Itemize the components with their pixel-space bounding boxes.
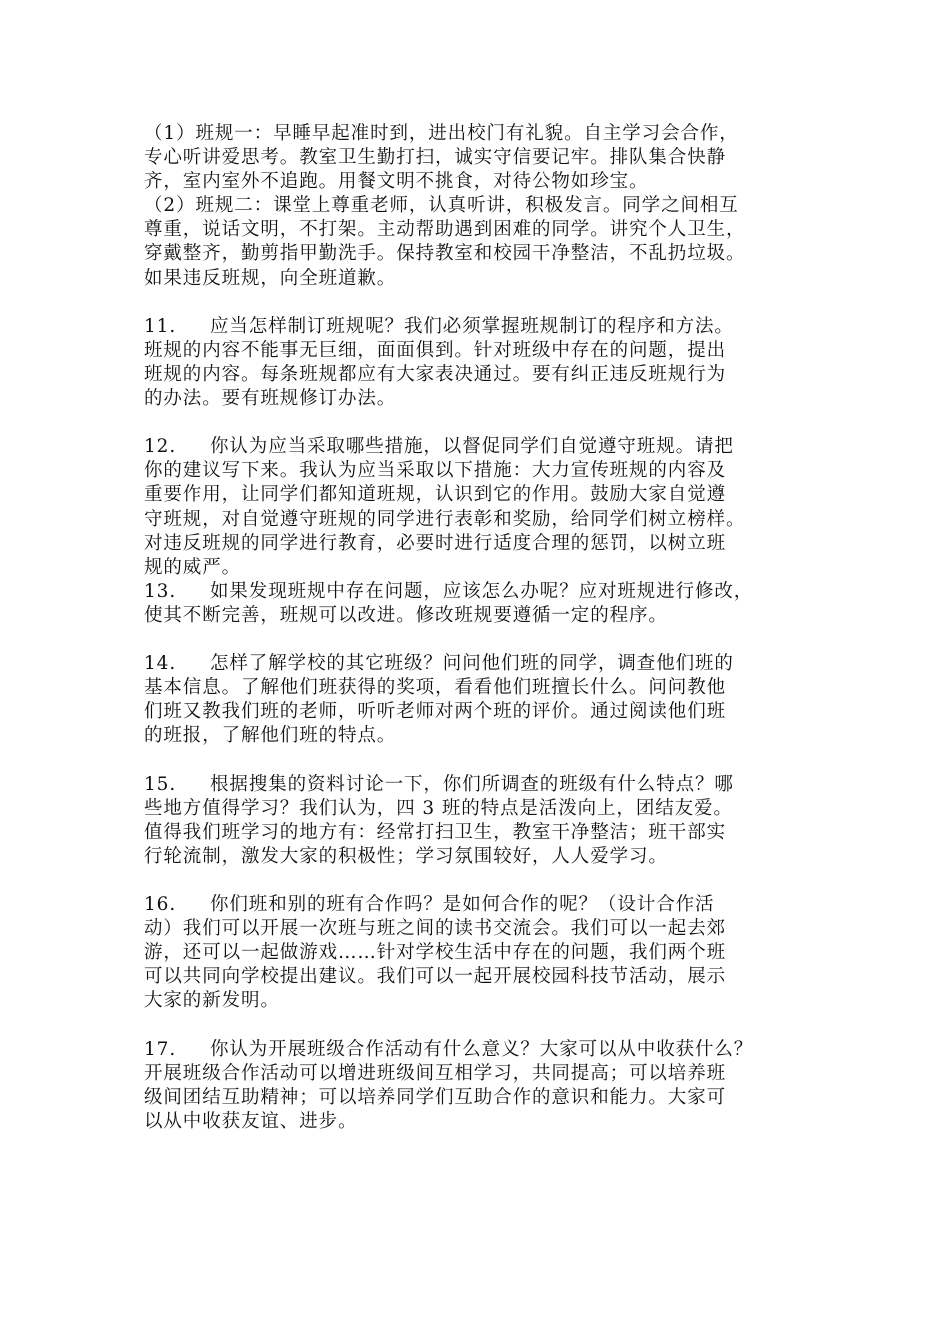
question-16 [144, 893, 806, 1013]
paragraph-gap [144, 1013, 806, 1037]
question-14 [144, 652, 806, 748]
text-line: 些地方值得学习？我们认为，四 3 班的特点是活泼向上，团结友爱。 [144, 797, 733, 819]
question-15 [144, 773, 806, 869]
question-text: 你认为应当采取哪些措施，以督促同学们自觉遵守班规。请把 [210, 436, 734, 458]
text-line: 齐，室内室外不追跑。用餐文明不挑食，对待公物如珍宝。 [144, 171, 649, 193]
text-line: 对违反班规的同学进行教育，必要时进行适度合理的惩罚，以树立班 [144, 532, 727, 554]
question-text: 你认为开展班级合作活动有什么意义？大家可以从中收获什么？ [210, 1038, 754, 1060]
text-line: 使其不断完善，班规可以改进。修改班规要遵循一定的程序。 [144, 604, 668, 626]
document-page [144, 122, 806, 1134]
paragraph-gap [144, 411, 806, 435]
question-13 [144, 580, 806, 628]
question-text: 根据搜集的资料讨论一下，你们所调查的班级有什么特点？哪 [210, 773, 734, 795]
text-line: 穿戴整齐，勤剪指甲勤洗手。保持教室和校园干净整洁，不乱扔垃圾。 [144, 243, 746, 265]
question-number: 11. [144, 315, 177, 337]
question-number: 13. [144, 580, 177, 602]
question-text: 应当怎样制订班规呢？我们必须掌握班规制订的程序和方法。 [210, 315, 734, 337]
text-line: 游，还可以一起做游戏……针对学校生活中存在的问题，我们两个班 [144, 942, 727, 964]
text-line: 动）我们可以开展一次班与班之间的读书交流会。我们可以一起去郊 [144, 918, 727, 940]
text-line: （1）班规一：早睡早起准时到，进出校门有礼貌。自主学习会合作， [144, 123, 739, 144]
paragraph-gap [144, 628, 806, 652]
question-number: 16. [144, 894, 177, 915]
question-17 [144, 1038, 806, 1134]
text-line: 值得我们班学习的地方有：经常打扫卫生，教室干净整洁；班干部实 [144, 821, 727, 843]
question-text: 怎样了解学校的其它班级？问问他们班的同学，调查他们班的 [210, 653, 734, 675]
rule-2-paragraph [144, 194, 806, 290]
text-line: 以从中收获友谊、进步。 [144, 1110, 358, 1132]
text-line: 如果违反班规，向全班道歉。 [144, 267, 397, 289]
question-12 [144, 435, 806, 580]
paragraph-gap [144, 291, 806, 315]
text-line: 班规的内容不能事无巨细，面面俱到。针对班级中存在的问题，提出 [144, 339, 727, 361]
text-line: 班规的内容。每条班规都应有大家表决通过。要有纠正违反班规行为 [144, 363, 727, 385]
question-number: 12. [144, 436, 177, 458]
rule-1-paragraph [144, 122, 806, 194]
question-text: 如果发现班规中存在问题，应该怎么办呢？应对班规进行修改， [210, 580, 754, 602]
text-line: 的班报，了解他们班的特点。 [144, 725, 397, 747]
text-line: 可以共同向学校提出建议。我们可以一起开展校园科技节活动，展示 [144, 966, 727, 988]
text-line: 的办法。要有班规修订办法。 [144, 388, 397, 410]
question-number: 14. [144, 653, 177, 675]
text-line: （2）班规二：课堂上尊重老师，认真听讲，积极发言。同学之间相互 [144, 195, 739, 217]
text-line: 们班又教我们班的老师，听听老师对两个班的评价。通过阅读他们班 [144, 701, 727, 723]
text-line: 重要作用，让同学们都知道班规，认识到它的作用。鼓励大家自觉遵 [144, 484, 727, 506]
text-line: 基本信息。了解他们班获得的奖项，看看他们班擅长什么。问问教他 [144, 677, 727, 699]
question-number: 17. [144, 1038, 177, 1060]
question-text: 你们班和别的班有合作吗？是如何合作的呢？（设计合作活 [210, 894, 715, 915]
text-line: 规的威严。 [144, 556, 242, 578]
question-11 [144, 315, 806, 411]
text-line: 大家的新发明。 [144, 990, 280, 1012]
text-line: 级间团结互助精神；可以培养同学们互助合作的意识和能力。大家可 [144, 1086, 727, 1108]
text-line: 开展班级合作活动可以增进班级间互相学习，共同提高；可以培养班 [144, 1062, 727, 1084]
paragraph-gap [144, 748, 806, 772]
text-line: 尊重，说话文明，不打架。主动帮助遇到困难的同学。讲究个人卫生， [144, 219, 746, 241]
question-number: 15. [144, 773, 177, 795]
paragraph-gap [144, 869, 806, 893]
text-line: 守班规，对自觉遵守班规的同学进行表彰和奖励，给同学们树立榜样。 [144, 508, 746, 530]
text-line: 行轮流制，激发大家的积极性；学习氛围较好，人人爱学习。 [144, 845, 668, 867]
text-line: 你的建议写下来。我认为应当采取以下措施：大力宣传班规的内容及 [144, 460, 727, 482]
text-line: 专心听讲爱思考。教室卫生勤打扫，诚实守信要记牢。排队集合快静 [144, 147, 727, 169]
